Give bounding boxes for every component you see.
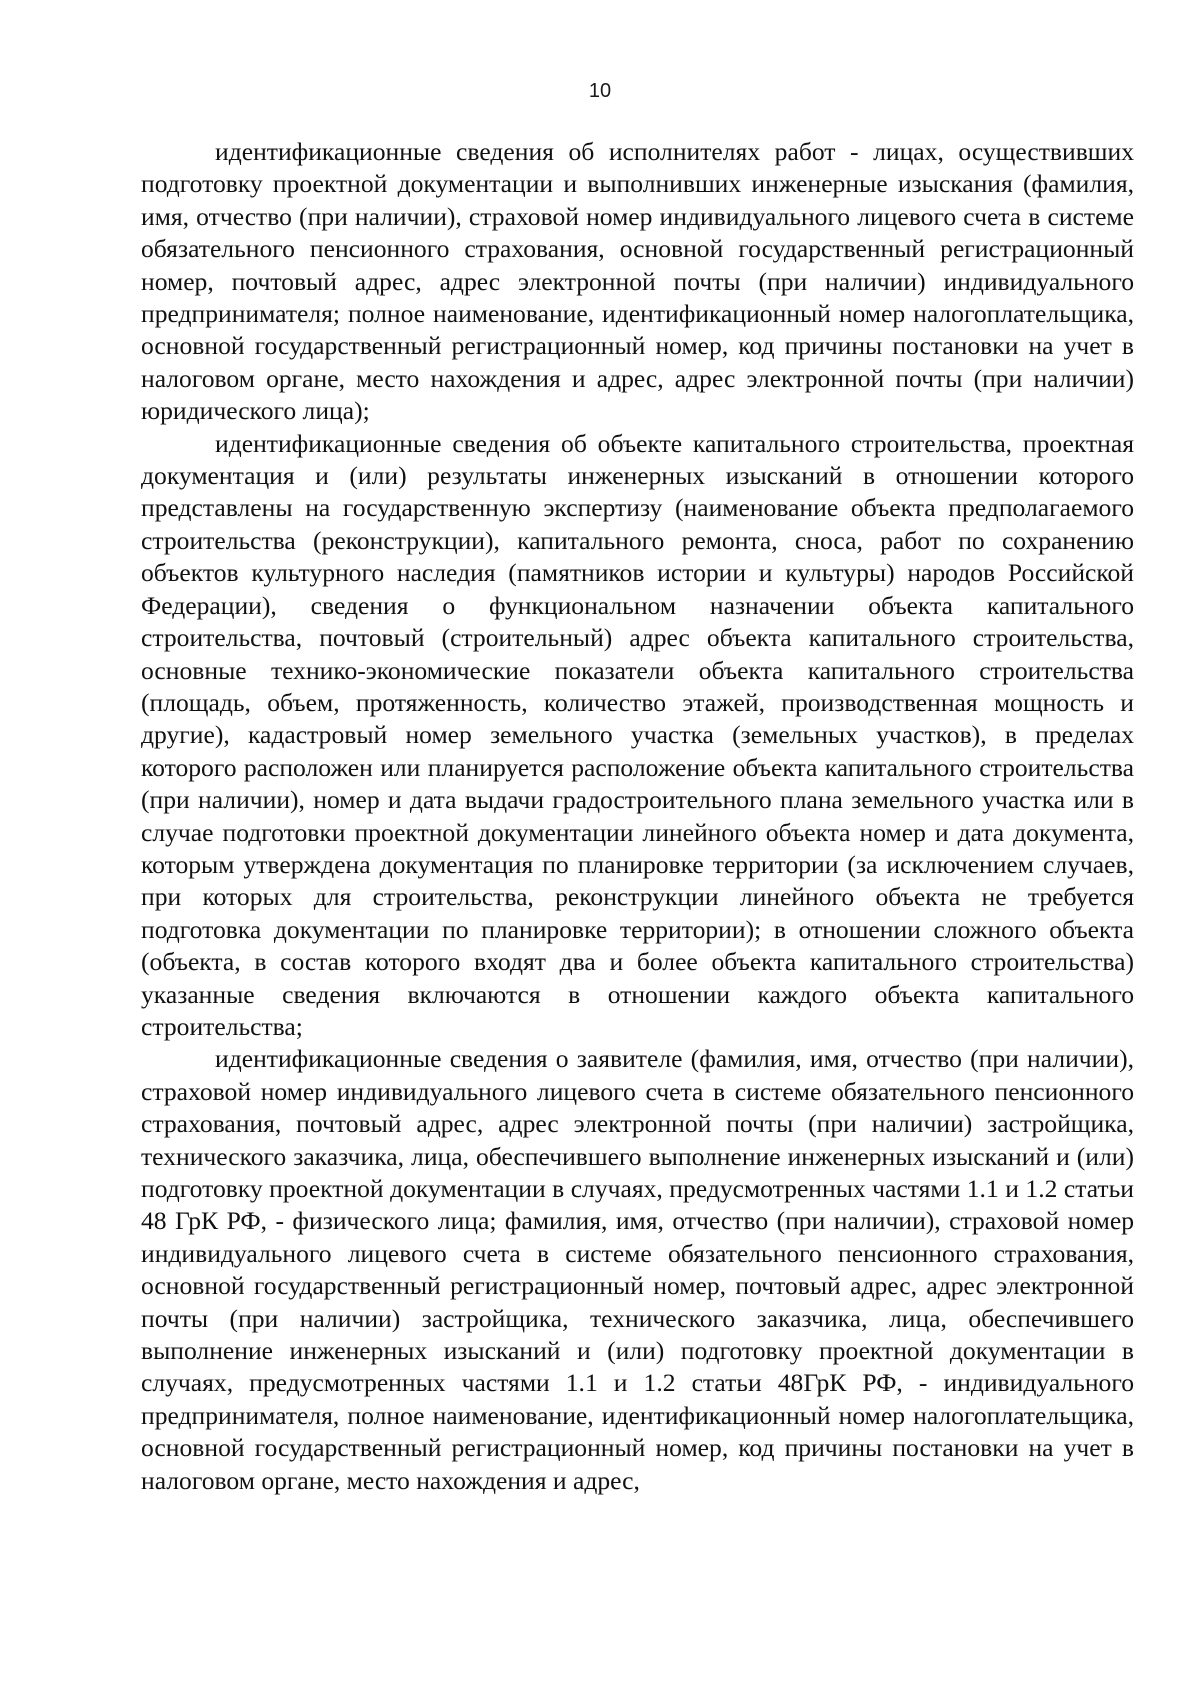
paragraph-applicant-info: идентификационные сведения о заявителе (фамилия, имя, отчество (при наличии), страховой номер индивидуального лицевого счета в системе обязательного пенсионного страхования, почтовый адрес, адрес электронной почты (при наличии) застройщика, технического заказчика, лица, обеспечившего выполнение инженерных изысканий и (или) подготовку проектной документации в случаях, предусмотренных частями 1.1 и 1.2 статьи 48 ГрК РФ, - физического лица; фамилия, имя, отчество (при наличии), страховой номер индивидуального лицевого счета в системе обязательного пенсионного страхования, основной государственный регистрационный номер, почтовый адрес, адрес электронной почты (при наличии) застройщика, технического заказчика, лица, обеспечившего выполнение инженерных изысканий и (или) подготовку проектной документации в случаях, предусмотренных частями 1.1 и 1.2 статьи 48ГрК РФ, - индивидуального предпринимателя, полное наименование, идентификационный номер налогоплательщика, основной государственный регистрационный номер, код причины постановки на учет в налоговом органе, место нахождения и адрес,	[141, 1044, 1134, 1495]
page-number: 10	[588, 80, 612, 102]
paragraph-executors-info: идентификационные сведения об исполнителях работ - лицах, осуществивших подготовку проектной документации и выполнивших инженерные изыскания (фамилия, имя, отчество (при наличии), страховой номер индивидуального лицевого счета в системе обязательного пенсионного страхования, основной государственный регистрационный номер, почтовый адрес, адрес электронной почты (при наличии) индивидуального предпринимателя; полное наименование, идентификационный номер налогоплательщика, основной государственный регистрационный номер, код причины постановки на учет в налоговом органе, место нахождения и адрес, адрес электронной почты (при наличии) юридического лица);	[141, 137, 1134, 426]
document-body	[141, 136, 1134, 1497]
paragraph-construction-object-info: идентификационные сведения об объекте капитального строительства, проектная документация и (или) результаты инженерных изысканий в отношении которого представлены на государственную экспертизу (наименование объекта предполагаемого строительства (реконструкции), капитального ремонта, сноса, работ по сохранению объектов культурного наследия (памятников истории и культуры) народов Российской Федерации), сведения о функциональном назначении объекта капитального строительства, почтовый (строительный) адрес объекта капитального строительства, основные технико-экономические показатели объекта капитального строительства (площадь, объем, протяженность, количество этажей, производственная мощность и другие), кадастровый номер земельного участка (земельных участков), в пределах которого расположен или планируется расположение объекта капитального строительства (при наличии), номер и дата выдачи градостроительного плана земельного участка или в случае подготовки проектной документации линейного объекта номер и дата документа, которым утверждена документация по планировке территории (за исключением случаев, при которых для строительства, реконструкции линейного объекта не требуется подготовка документации по планировке территории); в отношении сложного объекта (объекта, в состав которого входят два и более объекта капитального строительства) указанные сведения включаются в отношении каждого объекта капитального строительства;	[141, 428, 1134, 1041]
